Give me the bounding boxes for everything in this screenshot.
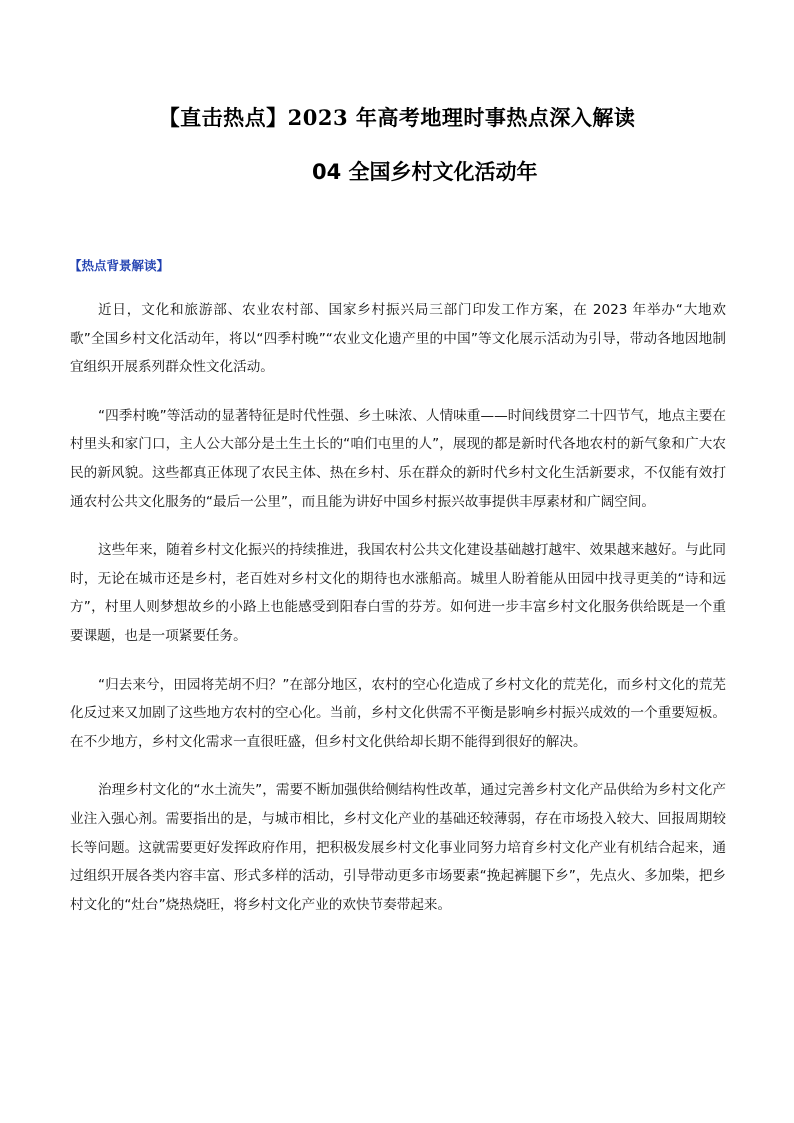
paragraph-3: 这些年来，随着乡村文化振兴的持续推进，我国农村公共文化建设基础越打越牢、效果越来越好。与此同时，无论在城市还是乡村，老百姓对乡村文化的期待也水涨船高。城里人盼着能从田园中找寻更美的“诗和远方”，村里人则梦想故乡的小路上也能感受到阳春白雪的芬芳。如何进一步丰富乡村文化服务供给既是一个重要课题，也是一项紧要任务。 [70,542,726,644]
document-subtitle: 04 全国乡村文化活动年 [312,160,538,184]
document-title: 【直击热点】2023 年高考地理时事热点深入解读 [158,105,636,130]
section-heading: 【热点背景解读】 [69,258,170,273]
document-body [70,296,726,939]
paragraph-1: 近日，文化和旅游部、农业农村部、国家乡村振兴局三部门印发工作方案，在 2023 年举办“大地欢歌”全国乡村文化活动年，将以“四季村晚”“农业文化遗产里的中国”等文化展示活动为引导，带动各地因地制宜组织开展系列群众性文化活动。 [70,302,726,376]
paragraph-5: 治理乡村文化的“水土流失”，需要不断加强供给侧结构性改革，通过完善乡村文化产品供给为乡村文化产业注入强心剂。需要指出的是，与城市相比，乡村文化产业的基础还较薄弱，存在市场投入较大、回报周期较长等问题。这就需要更好发挥政府作用，把积极发展乡村文化事业同努力培育乡村文化产业有机结合起来，通过组织开展各类内容丰富、形式多样的活动，引导带动更多市场要素“挽起裤腿下乡”，先点火、多加柴，把乡村文化的“灶台”烧热烧旺，将乡村文化产业的欢快节奏带起来。 [70,782,726,913]
paragraph-4: “归去来兮，田园将芜胡不归？”在部分地区，农村的空心化造成了乡村文化的荒芜化，而乡村文化的荒芜化反过来又加剧了这些地方农村的空心化。当前，乡村文化供需不平衡是影响乡村振兴成效的一个重要短板。在不少地方，乡村文化需求一直很旺盛，但乡村文化供给却长期不能得到很好的解决。 [70,676,726,750]
paragraph-2: “四季村晚”等活动的显著特征是时代性强、乡土味浓、人情味重——时间线贯穿二十四节气，地点主要在村里头和家门口，主人公大部分是土生土长的“咱们屯里的人”，展现的都是新时代各地农村的新气象和广大农民的新风貌。这些都真正体现了农民主体、热在乡村、乐在群众的新时代乡村文化生活新要求，不仅能有效打通农村公共文化服务的“最后一公里”，而且能为讲好中国乡村振兴故事提供丰厚素材和广阔空间。 [70,407,726,510]
